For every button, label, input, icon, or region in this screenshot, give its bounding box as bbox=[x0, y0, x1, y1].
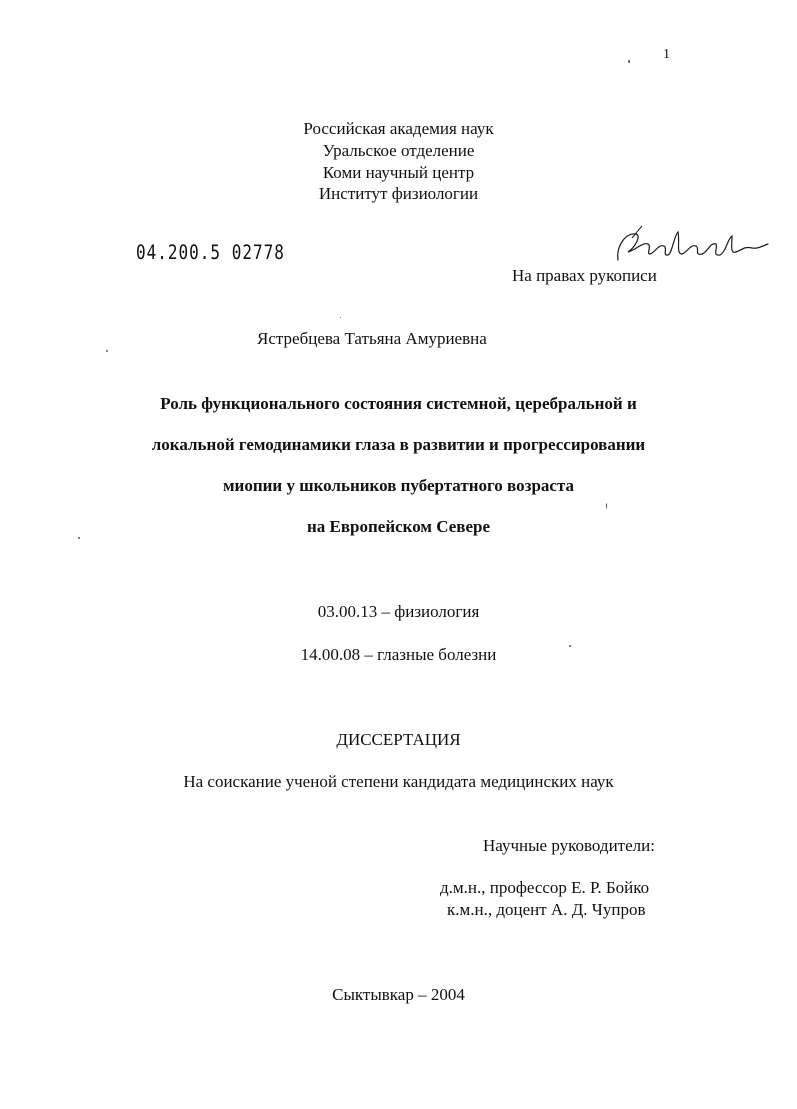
supervisors-heading: Научные руководители: bbox=[483, 836, 655, 855]
degree-statement: На соискание ученой степени кандидата медицинских наук bbox=[183, 772, 614, 791]
title-line-2: локальной гемодинамики глаза в развитии и прогрессировании bbox=[151, 435, 646, 454]
title-line-4: на Европейском Севере bbox=[306, 517, 491, 536]
title-line-3: миопии у школьников пубертатного возраста bbox=[222, 476, 575, 495]
document-type: ДИССЕРТАЦИЯ bbox=[336, 730, 461, 749]
specialty-physiology: 03.00.13 – физиология bbox=[317, 602, 480, 621]
institution-center: Коми научный центр bbox=[322, 163, 475, 182]
institution-institute: Институт физиологии bbox=[318, 184, 479, 203]
institution-academy: Российская академия наук bbox=[303, 119, 494, 138]
page-number: 1 bbox=[663, 47, 670, 62]
scan-speck bbox=[78, 537, 80, 539]
city-year: Сыктывкар – 2004 bbox=[332, 985, 465, 1004]
registration-number: 04.200.5 02778 bbox=[136, 241, 285, 264]
scan-speck bbox=[628, 60, 630, 63]
manuscript-note: На правах рукописи bbox=[512, 266, 657, 285]
specialty-eye-diseases: 14.00.08 – глазные болезни bbox=[300, 645, 497, 664]
scan-speck bbox=[106, 350, 108, 352]
title-line-1: Роль функционального состояния системной, церебральной и bbox=[160, 394, 637, 413]
institution-branch: Уральское отделение bbox=[322, 141, 475, 160]
supervisor-2: к.м.н., доцент А. Д. Чупров bbox=[447, 900, 646, 919]
author-name: Ястребцева Татьяна Амуриевна bbox=[257, 329, 487, 348]
scan-speck bbox=[569, 645, 571, 647]
scan-speck bbox=[606, 503, 607, 509]
scan-speck bbox=[340, 317, 341, 318]
supervisor-1: д.м.н., профессор Е. Р. Бойко bbox=[440, 878, 650, 897]
